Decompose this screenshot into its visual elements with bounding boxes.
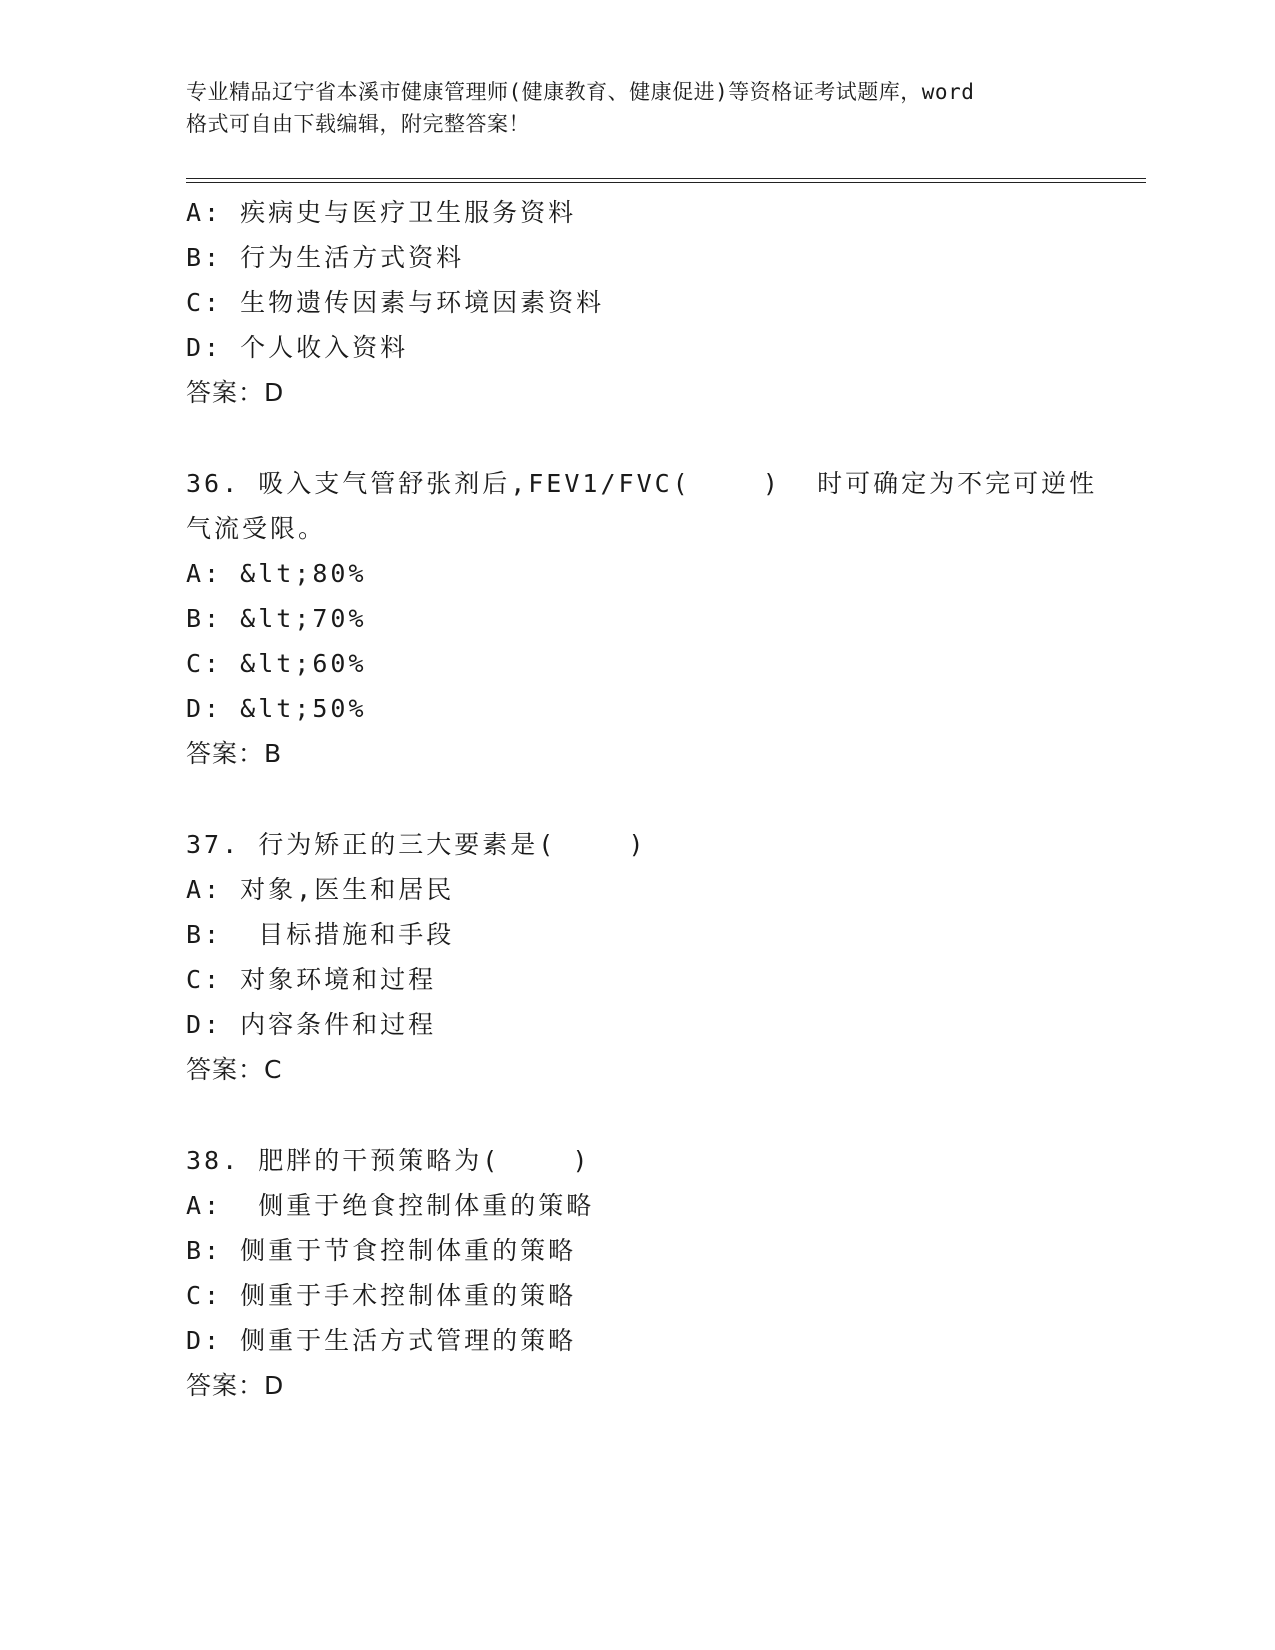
q37-option-b: B: 目标措施和手段 — [186, 920, 455, 949]
q36-option-b: B: &lt;70% — [186, 604, 367, 633]
q35-option-b: B: 行为生活方式资料 — [186, 243, 465, 272]
question-37-block — [186, 822, 1146, 1092]
question-list — [186, 190, 1146, 1408]
header-divider-bottom — [186, 182, 1146, 183]
q36-answer: 答案：B — [186, 739, 283, 768]
q37-option-a: A: 对象,医生和居民 — [186, 875, 455, 904]
q37-option-d: D: 内容条件和过程 — [186, 1010, 437, 1039]
q38-option-a: A: 侧重于绝食控制体重的策略 — [186, 1191, 595, 1220]
q36-option-a: A: &lt;80% — [186, 559, 367, 588]
q38-answer: 答案：D — [186, 1371, 285, 1400]
question-38-block — [186, 1138, 1146, 1408]
header-divider-top — [186, 178, 1146, 179]
q36-stem-line-2: 气流受限。 — [186, 514, 327, 543]
q36-option-d: D: &lt;50% — [186, 694, 367, 723]
q38-option-c: C: 侧重于手术控制体重的策略 — [186, 1281, 577, 1310]
question-35-block — [186, 190, 1146, 415]
q37-stem: 37. 行为矫正的三大要素是( ) — [186, 830, 647, 859]
q35-option-c: C: 生物遗传因素与环境因素资料 — [186, 288, 605, 317]
q35-option-a: A: 疾病史与医疗卫生服务资料 — [186, 198, 577, 227]
header-line-1: 专业精品辽宁省本溪市健康管理师(健康教育、健康促进)等资格证考试题库，word — [186, 80, 975, 104]
q35-option-d: D: 个人收入资料 — [186, 333, 409, 362]
q37-option-c: C: 对象环境和过程 — [186, 965, 437, 994]
q38-option-d: D: 侧重于生活方式管理的策略 — [186, 1326, 577, 1355]
spacer — [186, 776, 1146, 822]
spacer — [186, 1092, 1146, 1138]
q36-stem-line-1: 36. 吸入支气管舒张剂后,FEV1/FVC( ) 时可确定为不完可逆性 — [186, 469, 1098, 498]
header-line-2: 格式可自由下载编辑，附完整答案！ — [186, 112, 530, 136]
q38-stem: 38. 肥胖的干预策略为( ) — [186, 1146, 591, 1175]
document-header — [186, 76, 1086, 140]
spacer — [186, 415, 1146, 461]
q37-answer: 答案：C — [186, 1055, 283, 1084]
q36-option-c: C: &lt;60% — [186, 649, 367, 678]
q38-option-b: B: 侧重于节食控制体重的策略 — [186, 1236, 577, 1265]
q35-answer: 答案：D — [186, 378, 285, 407]
question-36-block — [186, 461, 1146, 776]
